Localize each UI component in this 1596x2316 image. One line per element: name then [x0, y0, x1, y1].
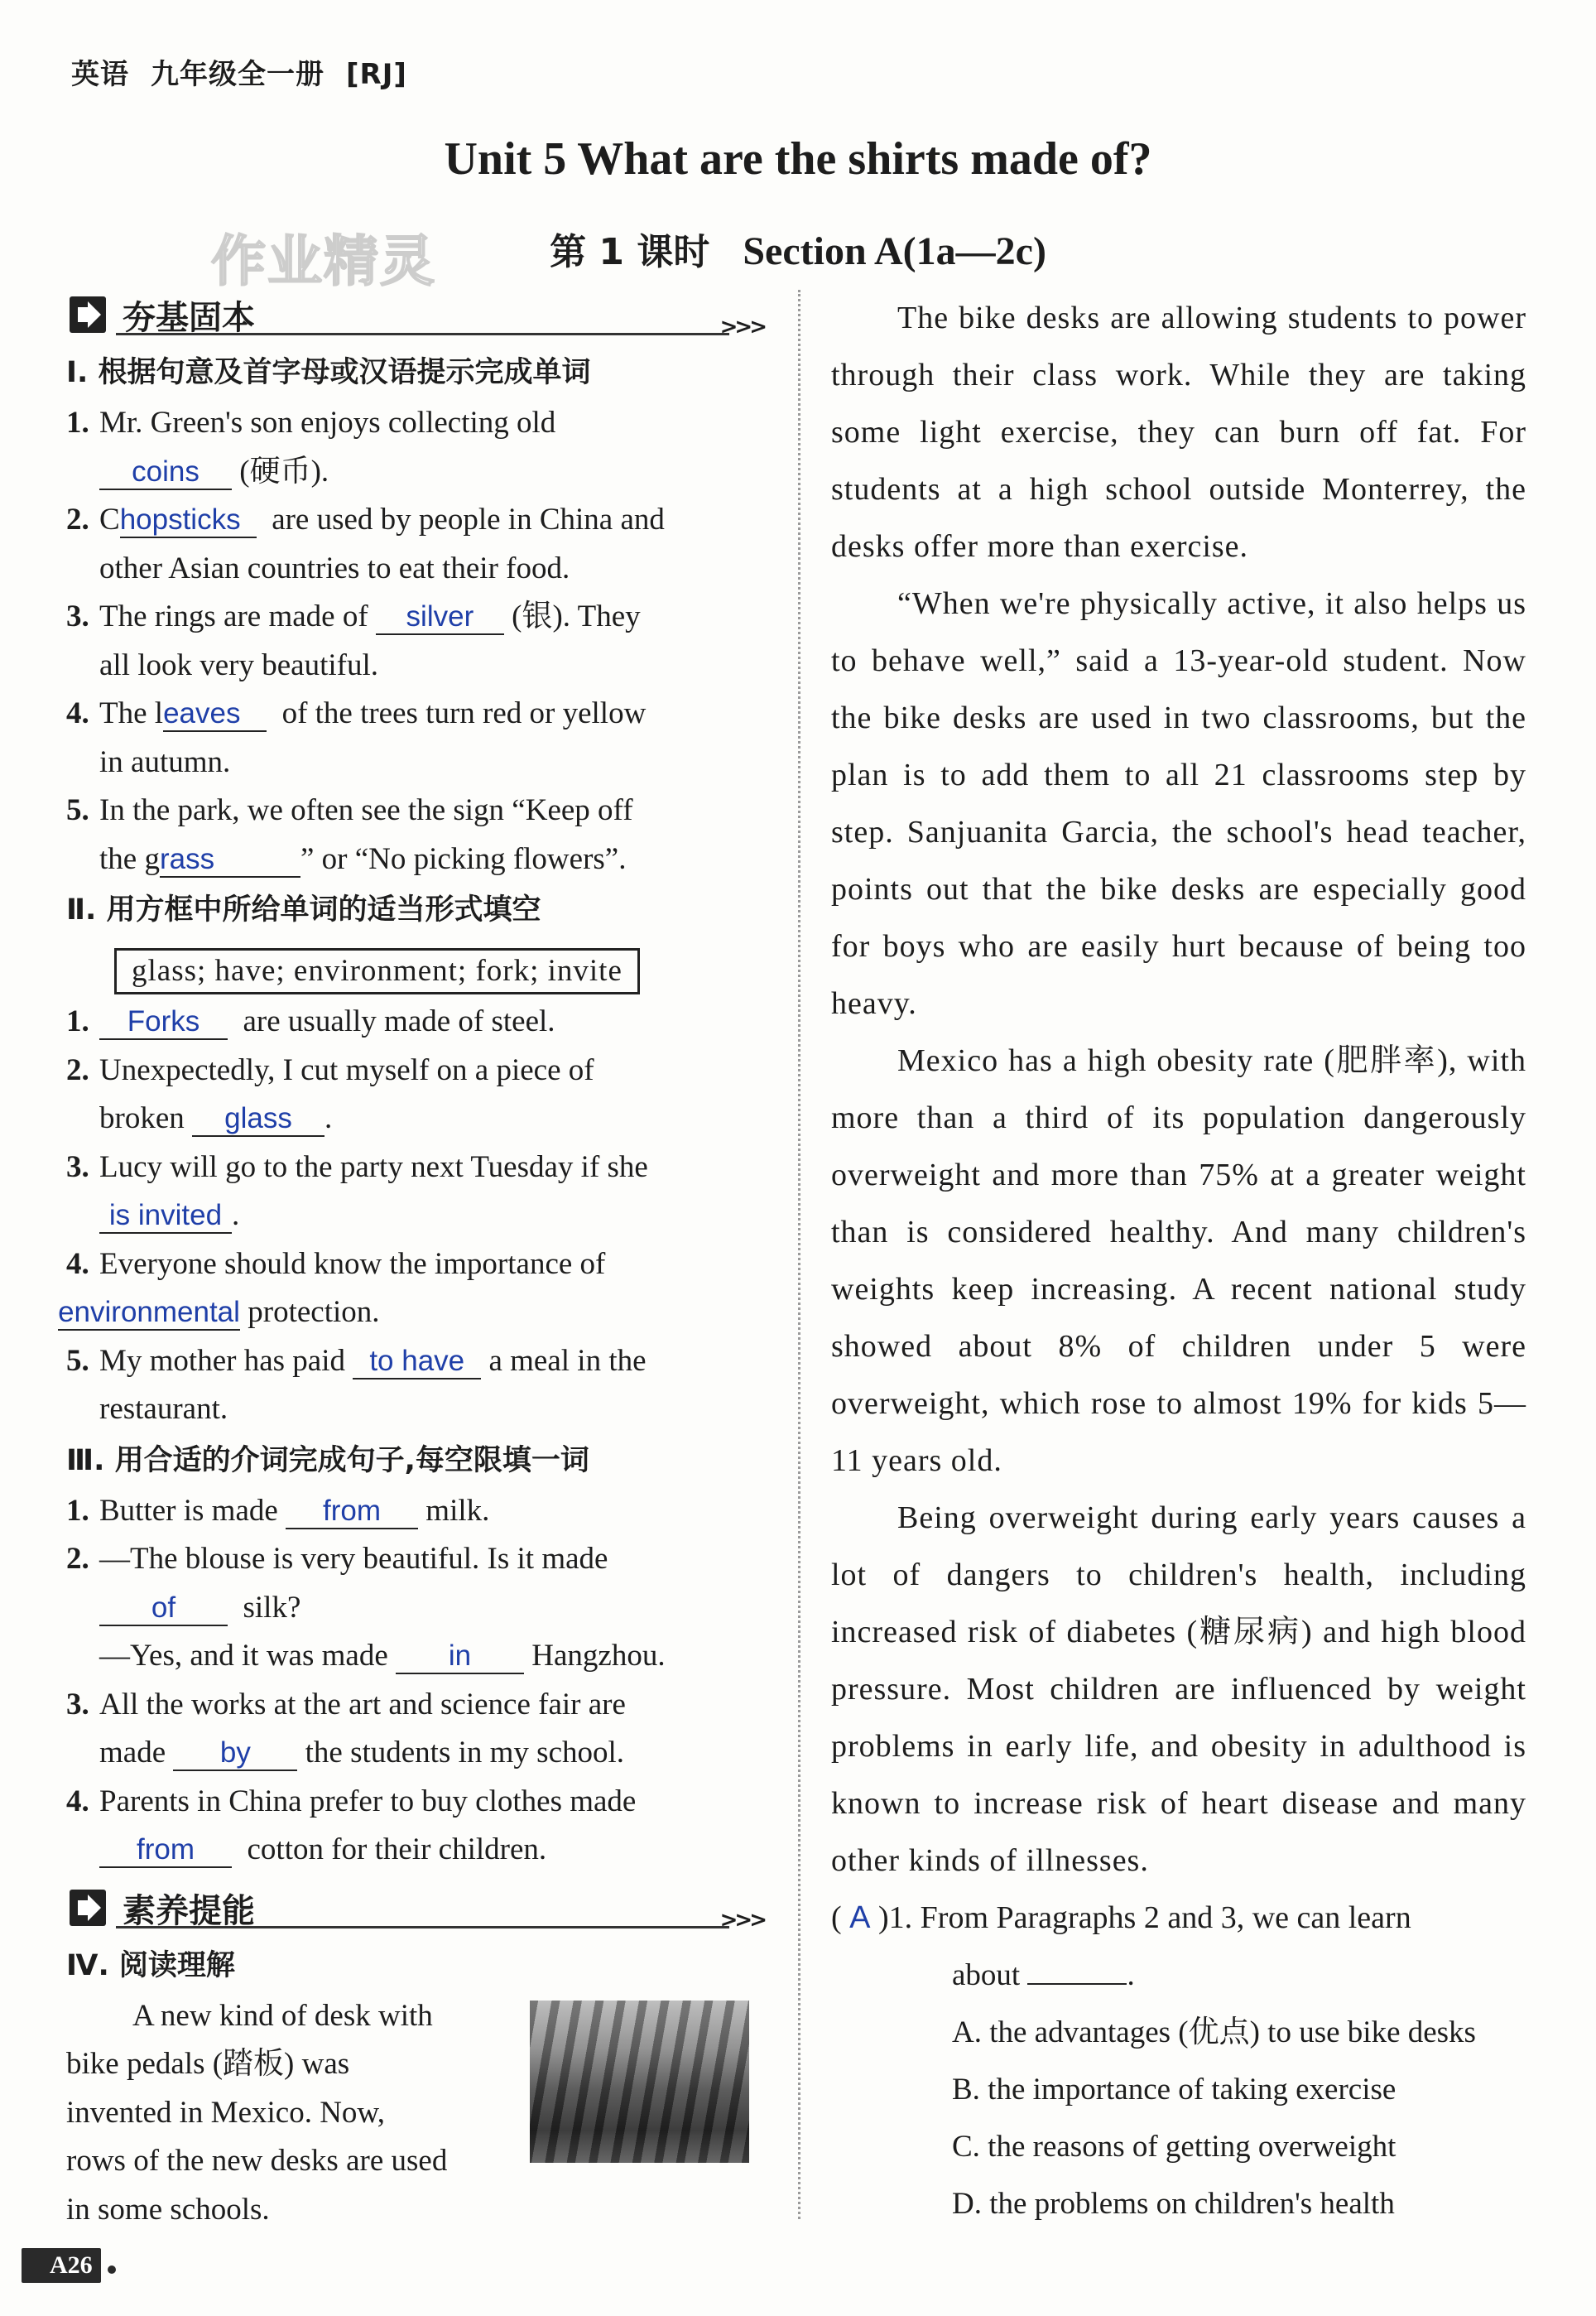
section-2-title: Ⅱ. 用方框中所给单词的适当形式填空 [66, 893, 541, 927]
word-box: glass; have; environment; fork; invite [114, 948, 640, 994]
header-grade: 九年级全一册 [151, 58, 324, 91]
question [66, 690, 766, 787]
banner-skills-title: 素养提能 [123, 1891, 255, 1930]
question-number: 1. [66, 1004, 89, 1038]
answer-blank[interactable]: from [99, 1833, 232, 1868]
question-number: 1. [66, 406, 89, 440]
lesson-section: Section A(1a—2c) [743, 229, 1046, 273]
question-text: Butter is made [99, 1493, 278, 1528]
question [66, 998, 766, 1047]
question-number: 3. [66, 1687, 89, 1721]
question-text: The l [99, 696, 164, 730]
question [66, 1535, 766, 1681]
question-text: are used by people in China and [272, 503, 665, 537]
question-number: 2. [66, 503, 89, 537]
question-text: made [99, 1736, 166, 1770]
arrow-icon [70, 296, 106, 333]
chevrons-icon: >>> [719, 315, 764, 339]
column-divider [798, 290, 800, 2219]
question-number: 5. [66, 1343, 89, 1378]
answer-blank[interactable]: eaves [163, 697, 267, 732]
question-number: 2. [66, 1542, 89, 1576]
mcq-option[interactable]: D. the problems on children's health [952, 2187, 1395, 2221]
answer-blank[interactable] [1027, 1983, 1127, 1985]
question-text: . [324, 1101, 333, 1135]
mcq-stem: 1. From Paragraphs 2 and 3, we can learn [888, 1900, 1411, 1935]
question-number: 2. [66, 1052, 89, 1087]
question-text: broken [99, 1101, 185, 1135]
answer-blank[interactable]: rass [160, 843, 300, 878]
answer-blank[interactable]: environmental [58, 1296, 240, 1331]
intro-line: A new kind of desk with [132, 1998, 433, 2033]
question-text: all look very beautiful. [99, 648, 379, 682]
question-text: other Asian countries to eat their food. [99, 551, 570, 585]
reading-intro-text [66, 1992, 517, 2235]
reading-paragraph: Mexico has a high obesity rate (肥胖率), with more than a third of its population dangerously overweight and more than 75% at a greater weight than is considered healthy. And many children's weights keep increasing. A recent national study showed about 8% of children under 5 were overweight, which rose to almost 19% for kids 5—11 years old. [831, 1043, 1526, 1478]
banner-rule [116, 1926, 729, 1928]
chevrons-icon: >>> [719, 1907, 764, 1933]
reading-paragraph: The bike desks are allowing students to power through their class work. While they are taking some light exercise, they can burn off fat. For students at a high school outside Monterrey, the desks offer more than exercise. [831, 301, 1526, 564]
reading-intro [66, 1992, 766, 2235]
question [66, 1681, 766, 1778]
mcq-stem-line: about . [952, 1958, 1135, 1992]
question [66, 1144, 766, 1240]
page-number-label: A26 [22, 2248, 101, 2283]
question-text: Hangzhou. [531, 1639, 666, 1673]
question-text: of the trees turn red or yellow [281, 696, 647, 730]
question [66, 1047, 766, 1144]
question-number: 4. [66, 1246, 89, 1281]
question-text: in autumn. [99, 744, 231, 779]
question [66, 1337, 766, 1434]
question-text: My mother has paid [99, 1343, 345, 1378]
question-text: (银). They [512, 599, 641, 633]
mcq-option[interactable]: C. the reasons of getting overweight [952, 2130, 1396, 2164]
question-text: the g [99, 841, 160, 876]
question-text: —Yes, and it was made [99, 1639, 388, 1673]
mcq-answer[interactable]: A [849, 1900, 871, 1935]
page-dot-icon [108, 2265, 116, 2274]
question-number: 4. [66, 1784, 89, 1818]
banner-skills [66, 1883, 766, 1933]
question [66, 399, 766, 496]
section-1-title: Ⅰ. 根据句意及首字母或汉语提示完成单词 [66, 356, 591, 389]
question-text: milk. [425, 1493, 490, 1528]
question-text: silk? [243, 1590, 301, 1625]
intro-line: bike pedals (踏板) was [66, 2047, 350, 2081]
question-text: Mr. Green's son enjoys collecting old [99, 406, 556, 440]
question-text: In the park, we often see the sign “Keep off [99, 793, 633, 827]
question [58, 1240, 766, 1337]
right-column [831, 290, 1526, 2232]
answer-blank[interactable]: hopsticks [120, 503, 257, 538]
header-subject: 英语 [71, 58, 129, 91]
question-text: a meal in the [488, 1343, 647, 1378]
answer-blank[interactable]: Forks [99, 1005, 228, 1040]
mcq-stem-continued: about [952, 1958, 1021, 1992]
question-number: 4. [66, 696, 89, 730]
answer-blank[interactable]: is invited [99, 1199, 232, 1234]
question-text: cotton for their children. [247, 1832, 547, 1866]
mcq-question: ( A )1. From Paragraphs 2 and 3, we can learn [831, 1900, 1411, 1935]
answer-blank[interactable]: to have [353, 1345, 481, 1379]
answer-blank[interactable]: glass [192, 1102, 324, 1137]
banner-basics-title: 夯基固本 [123, 299, 255, 337]
question-text: the students in my school. [305, 1736, 625, 1770]
answer-blank[interactable]: in [396, 1639, 524, 1674]
question-text: restaurant. [99, 1392, 228, 1426]
watermark-logo: 作业精灵 [211, 229, 436, 293]
lesson-number: 第 1 课时 [550, 231, 710, 273]
classroom-photo [530, 2001, 749, 2163]
question [66, 593, 766, 690]
arrow-icon [70, 1890, 106, 1926]
mcq-option[interactable]: A. the advantages (优点) to use bike desks [952, 2015, 1476, 2049]
question-number: 3. [66, 599, 89, 633]
answer-blank[interactable]: silver [376, 600, 504, 635]
intro-line: rows of the new desks are used [66, 2144, 448, 2178]
question-text: ” or “No picking flowers”. [300, 841, 627, 876]
question-text: Everyone should know the importance of [99, 1246, 606, 1281]
question-text: protection. [248, 1295, 380, 1329]
header-edition: [RJ] [346, 58, 407, 91]
page-header [71, 51, 429, 92]
question [66, 1487, 766, 1536]
answer-blank[interactable]: by [173, 1736, 297, 1771]
question-text: —The blouse is very beautiful. Is it made [99, 1542, 608, 1576]
question [66, 496, 766, 593]
question-text: All the works at the art and science fair are [99, 1687, 626, 1721]
question-number: 3. [66, 1149, 89, 1184]
question-text: C [99, 503, 120, 537]
section-3-title: Ⅲ. 用合适的介词完成句子,每空限填一词 [66, 1443, 589, 1477]
reading-paragraph: “When we're physically active, it also helps us to behave well,” said a 13-year-old student. Now the bike desks are used in two classrooms, but the plan is to add them to all 21 classrooms step by step. Sanjuanita Garcia, the school's head teacher, points out that the bike desks are especially good for boys who are easily hurt because of being too heavy. [831, 586, 1526, 1021]
question [66, 1778, 766, 1875]
question [66, 787, 766, 884]
mcq-option[interactable]: B. the importance of taking exercise [952, 2073, 1396, 2107]
answer-blank[interactable]: from [286, 1495, 418, 1529]
question-text: Lucy will go to the party next Tuesday if she [99, 1149, 648, 1184]
question-text: Unexpectedly, I cut myself on a piece of [99, 1052, 594, 1087]
reading-paragraph: Being overweight during early years causes a lot of dangers to children's health, including increased risk of diabetes (糖尿病) and high blood pressure. Most children are influenced by weight problems in early life, and obesity in adulthood is known to increase risk of heart disease and many other kinds of illnesses. [831, 1500, 1526, 1878]
unit-title: Unit 5 What are the shirts made of? [444, 133, 1152, 185]
answer-blank[interactable]: of [99, 1591, 228, 1626]
answer-blank[interactable]: coins [99, 455, 232, 490]
question-text: are usually made of steel. [243, 1004, 555, 1038]
question-text: The rings are made of [99, 599, 368, 633]
question-number: 5. [66, 793, 89, 827]
banner-basics [66, 290, 766, 339]
page-number [22, 2248, 116, 2283]
section-4-title: Ⅳ. 阅读理解 [66, 1948, 235, 1982]
banner-rule [116, 333, 729, 335]
left-column [58, 290, 766, 2234]
intro-line: invented in Mexico. Now, [66, 2095, 385, 2130]
question-text: (硬币). [239, 454, 329, 489]
question-text: . [232, 1198, 240, 1232]
question-text: Parents in China prefer to buy clothes made [99, 1784, 637, 1818]
intro-line: in some schools. [66, 2192, 270, 2227]
question-number: 1. [66, 1493, 89, 1528]
